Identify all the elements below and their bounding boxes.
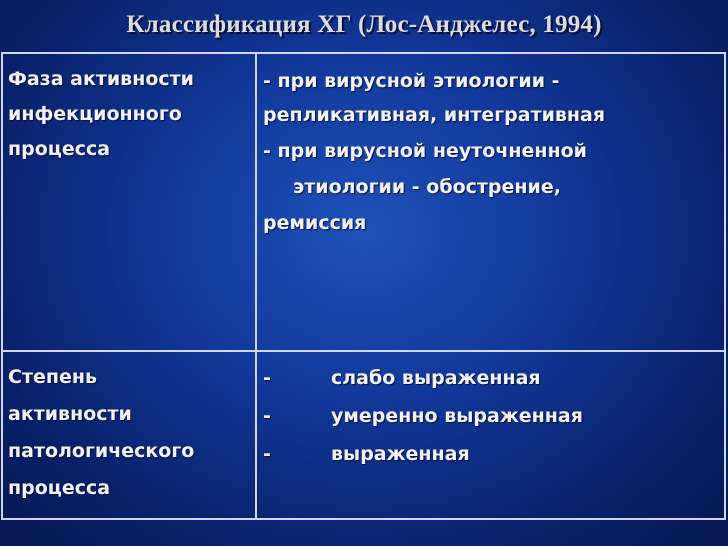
bullet: - xyxy=(263,367,271,389)
activity-degree-label xyxy=(8,359,194,507)
content-line: этиологии - обострение, xyxy=(293,176,561,198)
list-item-text: выраженная xyxy=(331,443,470,465)
label-line: патологического xyxy=(8,440,195,462)
content-line: ремиссия xyxy=(263,212,367,234)
activity-degree-content xyxy=(263,359,583,473)
activity-phase-label xyxy=(8,62,194,167)
slide-title: Классификация ХГ (Лос-Анджелес, 1994) xyxy=(126,11,602,38)
content-line: - при вирусной этиологии - xyxy=(263,70,560,92)
column-divider xyxy=(255,54,257,518)
bullet: - xyxy=(263,443,271,465)
list-item-text: умеренно выраженная xyxy=(331,405,583,427)
list-item-text: слабо выраженная xyxy=(331,367,541,389)
bullet: - xyxy=(263,405,271,427)
list-item xyxy=(263,435,583,473)
label-line: инфекционного xyxy=(8,103,182,125)
label-line: процесса xyxy=(8,477,111,499)
list-item xyxy=(263,359,583,397)
activity-phase-content xyxy=(263,62,605,241)
content-line: репликативная, интегративная xyxy=(263,104,606,126)
label-line: процесса xyxy=(8,138,111,160)
row-divider xyxy=(3,350,724,352)
label-line: Степень xyxy=(8,366,97,388)
label-line: активности xyxy=(8,403,132,425)
classification-table xyxy=(1,52,726,520)
label-line: Фаза активности xyxy=(8,68,194,90)
list-item xyxy=(263,397,583,435)
content-line: - при вирусной неуточненной xyxy=(263,140,587,162)
